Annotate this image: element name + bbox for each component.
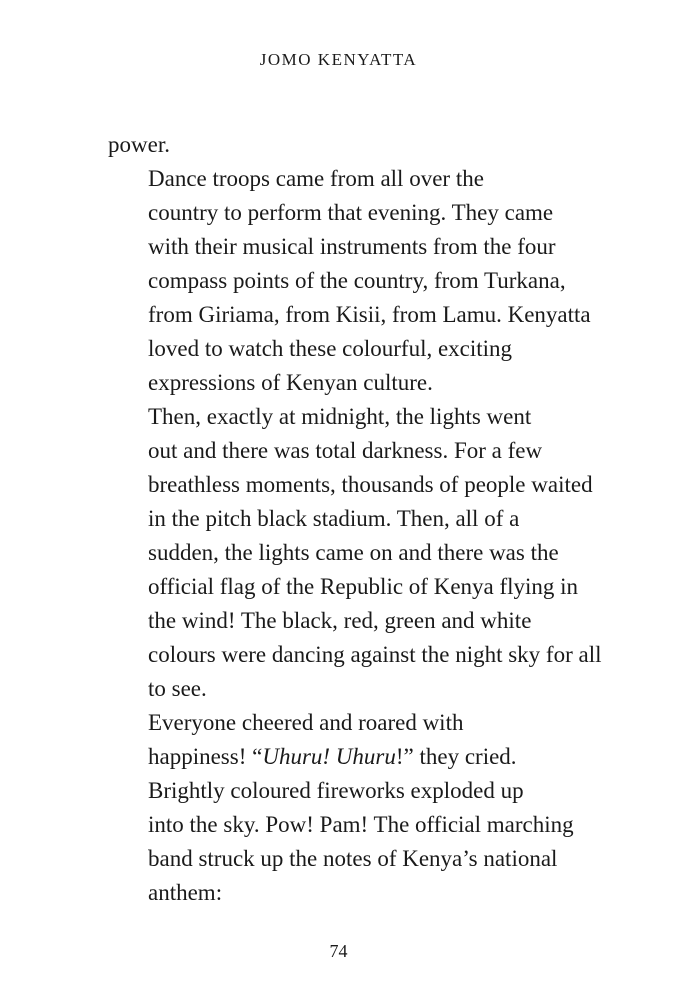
text-line: compass points of the country, from Turkana, [148,268,566,293]
text-line: the wind! The black, red, green and white [148,608,532,633]
body-text [108,128,608,910]
text-line: Dance troops came from all over the [148,166,484,191]
text-line: with their musical instruments from the four [148,234,556,259]
text-line: colours were dancing against the night sky for all [148,642,602,667]
paragraph-3 [108,400,608,706]
text-line: from Giriama, from Kisii, from Lamu. Kenyatta [148,302,591,327]
text-line: to see. [148,676,207,701]
text-line: out and there was total darkness. For a few [148,438,543,463]
text-run: happiness! “ [148,744,263,769]
text-line: Brightly coloured fireworks exploded up [148,778,524,803]
paragraph-5 [108,774,608,910]
paragraph-4 [108,706,608,774]
text-line: into the sky. Pow! Pam! The official marching [148,812,574,837]
text-line: power. [108,132,170,157]
paragraph-1 [108,128,608,162]
text-line: band struck up the notes of Kenya’s national [148,846,558,871]
italic-text: Uhuru! Uhuru [262,744,396,769]
text-run: !” they cried. [395,744,517,769]
text-line [108,740,608,774]
text-line: country to perform that evening. They came [148,200,554,225]
text-line: official flag of the Republic of Kenya flying in [148,574,579,599]
text-line: breathless moments, thousands of people waited [148,472,593,497]
text-line: expressions of Kenyan culture. [148,370,433,395]
running-head: JOMO KENYATTA [259,50,418,69]
text-line: in the pitch black stadium. Then, all of a [148,506,520,531]
text-line: sudden, the lights came on and there was the [148,540,559,565]
page-number: 74 [329,941,348,961]
text-line: Everyone cheered and roared with [148,710,464,735]
paragraph-2 [108,162,608,400]
text-line: loved to watch these colourful, exciting [148,336,513,361]
text-line: Then, exactly at midnight, the lights went [148,404,532,429]
text-line: anthem: [148,880,223,905]
